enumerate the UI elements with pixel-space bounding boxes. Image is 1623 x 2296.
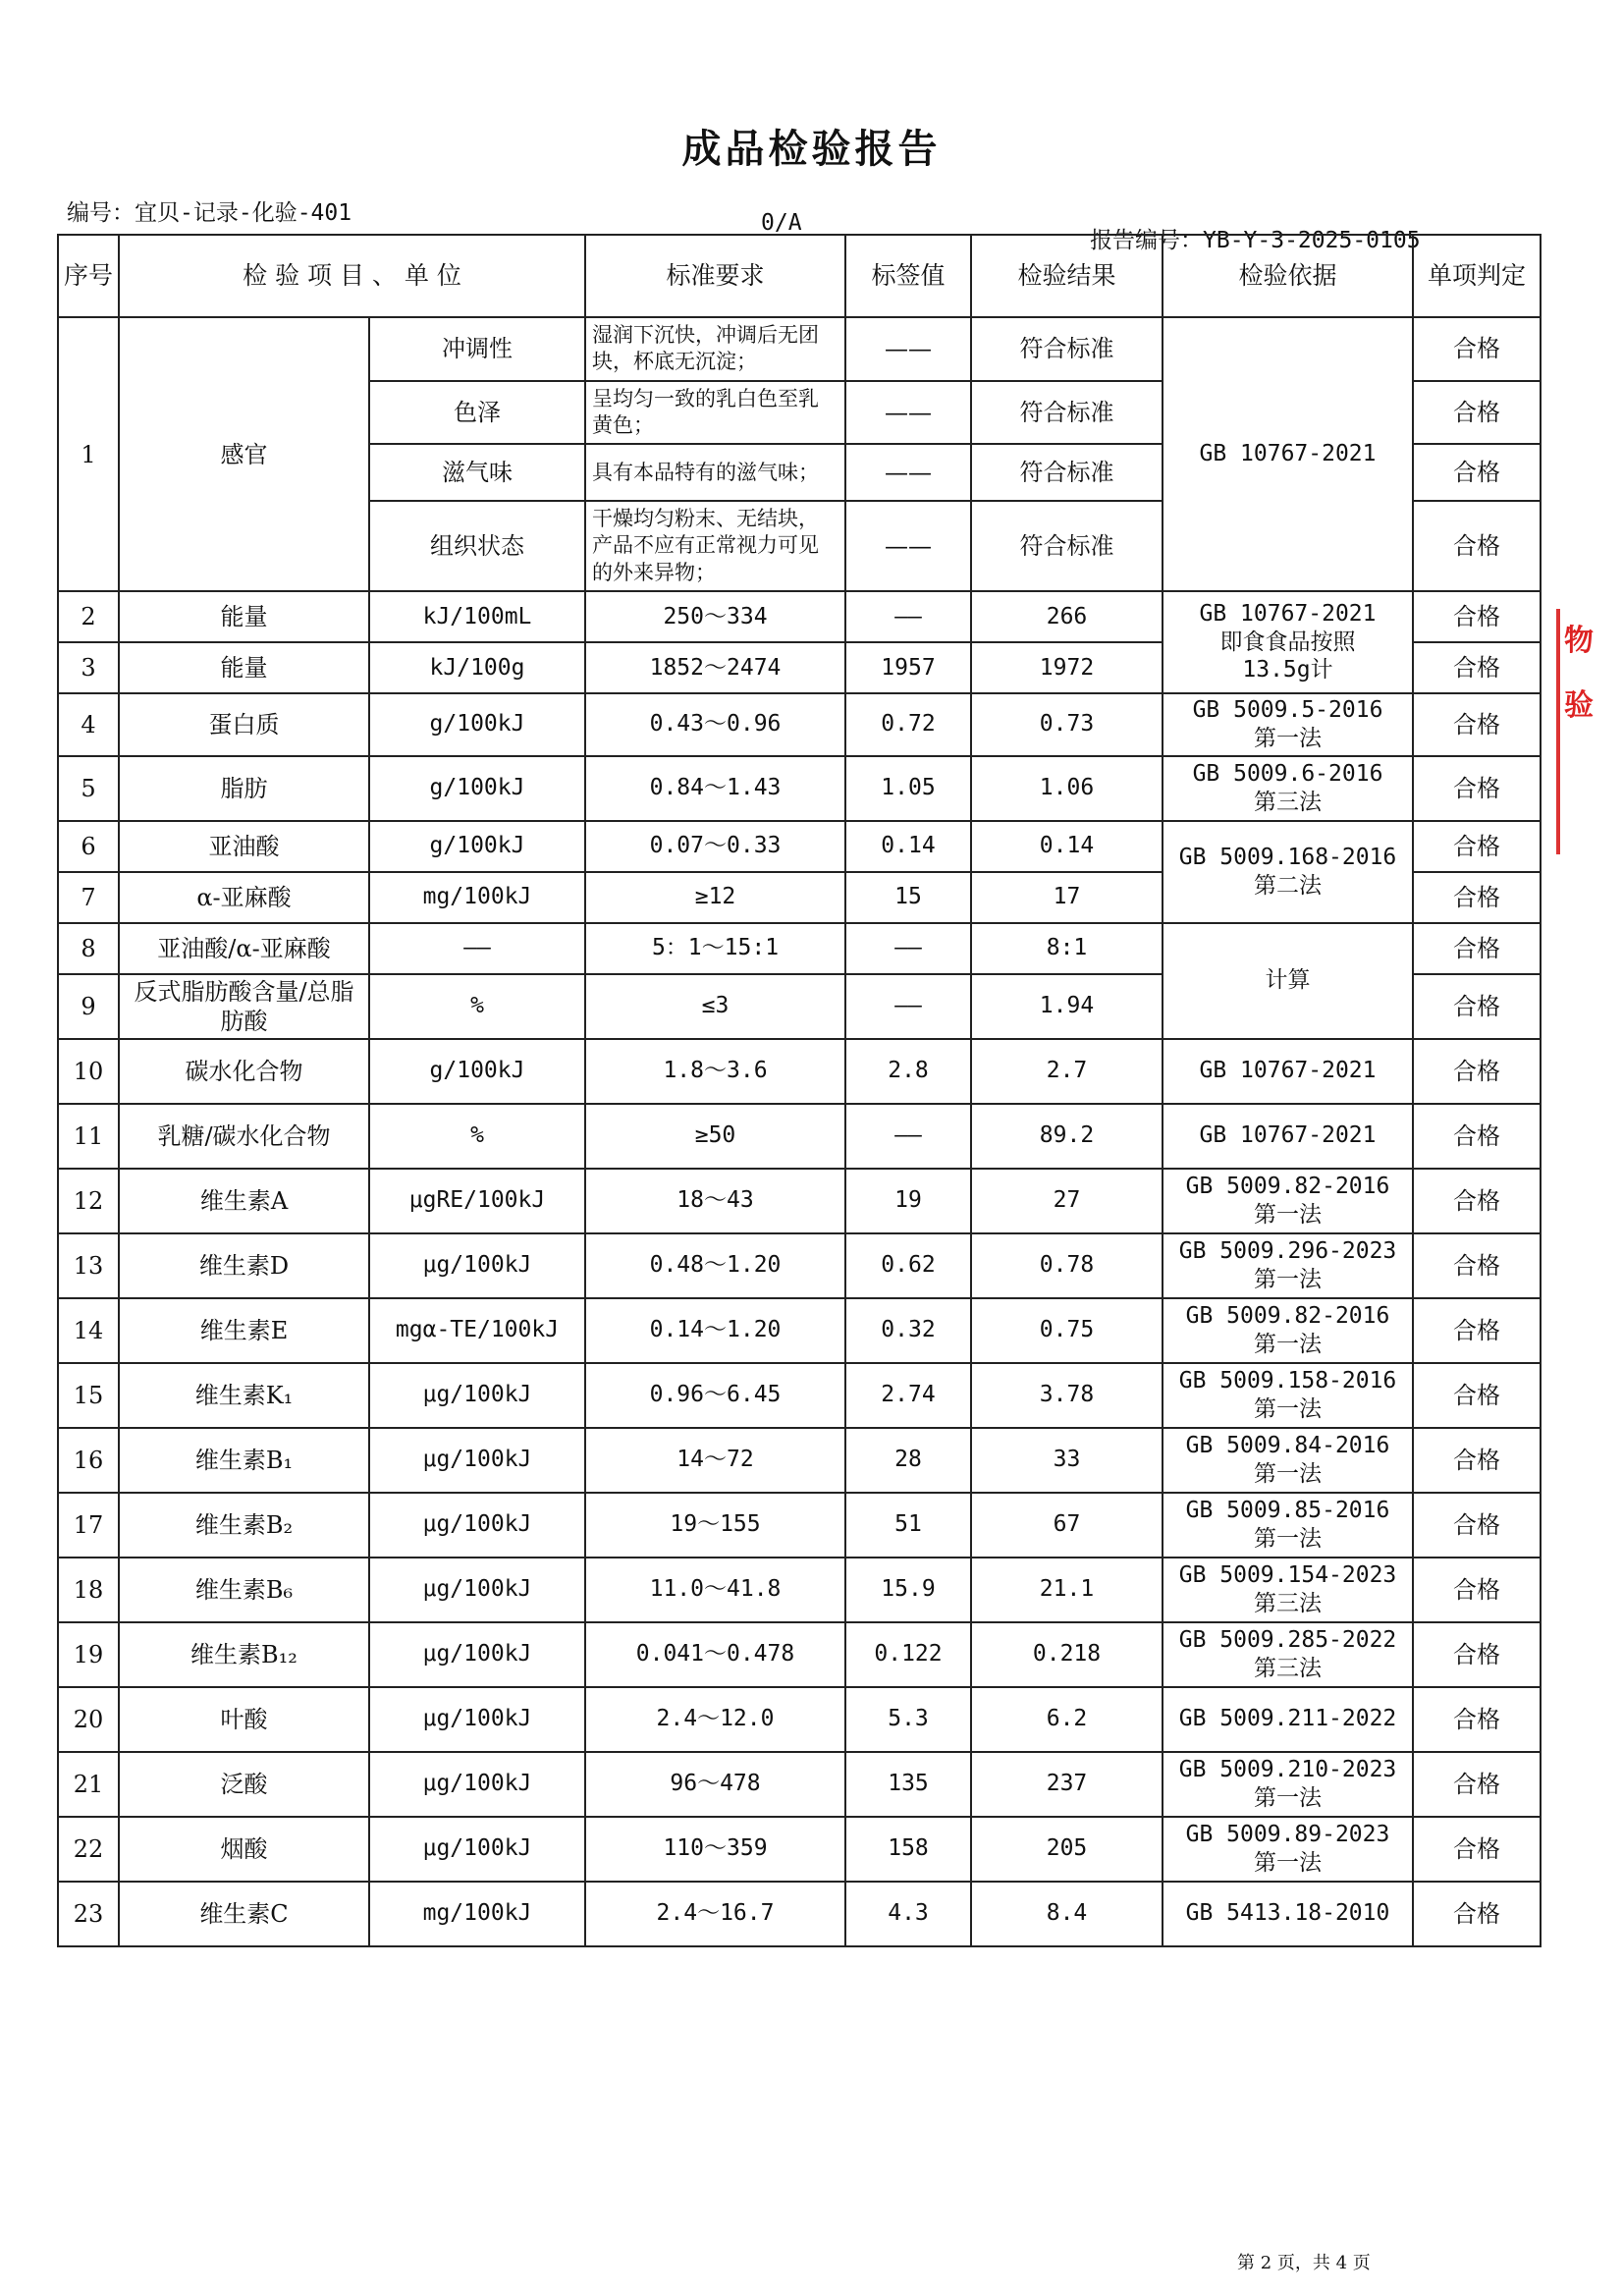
table-body: [58, 317, 1541, 1946]
basis-cell: GB 10767-2021: [1163, 1104, 1413, 1169]
unit-cell: g/100kJ: [369, 756, 585, 821]
label-value-cell: 0.32: [845, 1298, 971, 1363]
unit-cell: mg/100kJ: [369, 1882, 585, 1946]
result-cell: 237: [971, 1752, 1163, 1817]
requirement-cell: 2.4～16.7: [585, 1882, 845, 1946]
basis-cell: GB 5009.82-2016 第一法: [1163, 1169, 1413, 1233]
item-cell: 能量: [119, 591, 369, 642]
label-value-cell: 28: [845, 1428, 971, 1493]
table-row: [58, 1428, 1541, 1493]
header-basis: 检验依据: [1163, 235, 1413, 317]
label-value-cell: 2.8: [845, 1039, 971, 1104]
basis-cell: GB 5009.154-2023 第三法: [1163, 1558, 1413, 1622]
label-value-cell: 0.72: [845, 693, 971, 756]
judgement-cell: 合格: [1413, 756, 1541, 821]
item-cell: 反式脂肪酸含量/总脂肪酸: [119, 974, 369, 1039]
result-cell: 符合标准: [971, 381, 1163, 445]
unit-cell: μg/100kJ: [369, 1558, 585, 1622]
table-row: [58, 1687, 1541, 1752]
table-row: [58, 1039, 1541, 1104]
result-cell: 266: [971, 591, 1163, 642]
result-cell: 2.7: [971, 1039, 1163, 1104]
label-value-cell: 15.9: [845, 1558, 971, 1622]
requirement-cell: ≥50: [585, 1104, 845, 1169]
label-value-cell: 0.122: [845, 1622, 971, 1687]
result-cell: 8.4: [971, 1882, 1163, 1946]
revision: 0/A: [761, 210, 802, 236]
judgement-cell: 合格: [1413, 642, 1541, 693]
label-value-cell: 2.74: [845, 1363, 971, 1428]
judgement-cell: 合格: [1413, 1363, 1541, 1428]
seq-cell: 9: [58, 974, 119, 1039]
header-result: 检验结果: [971, 235, 1163, 317]
judgement-cell: 合格: [1413, 1233, 1541, 1298]
item-cell: 亚油酸/α-亚麻酸: [119, 923, 369, 974]
basis-cell: GB 5009.285-2022 第三法: [1163, 1622, 1413, 1687]
label-value-cell: 0.62: [845, 1233, 971, 1298]
judgement-cell: 合格: [1413, 1428, 1541, 1493]
label-value-cell: 158: [845, 1817, 971, 1882]
judgement-cell: 合格: [1413, 1104, 1541, 1169]
page-footer: 第 2 页，共 4 页: [1237, 2253, 1371, 2273]
requirement-cell: 14～72: [585, 1428, 845, 1493]
unit-cell: kJ/100mL: [369, 591, 585, 642]
label-value-cell: 135: [845, 1752, 971, 1817]
unit-cell: μg/100kJ: [369, 1233, 585, 1298]
result-cell: 3.78: [971, 1363, 1163, 1428]
result-cell: 0.14: [971, 821, 1163, 872]
unit-cell: μg/100kJ: [369, 1752, 585, 1817]
result-cell: 205: [971, 1817, 1163, 1882]
item-cell: 维生素A: [119, 1169, 369, 1233]
seq-cell: 14: [58, 1298, 119, 1363]
result-cell: 6.2: [971, 1687, 1163, 1752]
requirement-cell: 0.84～1.43: [585, 756, 845, 821]
result-cell: 8:1: [971, 923, 1163, 974]
report-number: 报告编号：YB-Y-3-2025-0105: [1090, 228, 1421, 253]
judgement-cell: 合格: [1413, 1687, 1541, 1752]
judgement-cell: 合格: [1413, 317, 1541, 381]
requirement-cell: ≥12: [585, 872, 845, 923]
basis-cell: GB 5009.296-2023 第一法: [1163, 1233, 1413, 1298]
requirement-cell: 1852～2474: [585, 642, 845, 693]
judgement-cell: 合格: [1413, 381, 1541, 445]
label-value-cell: 5.3: [845, 1687, 971, 1752]
seq-cell: 7: [58, 872, 119, 923]
seq-cell: 1: [58, 317, 119, 591]
item-cell: 脂肪: [119, 756, 369, 821]
result-cell: 1.94: [971, 974, 1163, 1039]
seq-cell: 4: [58, 693, 119, 756]
label-value-cell: ——: [845, 591, 971, 642]
basis-cell: GB 10767-2021: [1163, 1039, 1413, 1104]
item-cell: 感官: [119, 317, 369, 591]
label-value-cell: 1.05: [845, 756, 971, 821]
requirement-cell: 5：1～15:1: [585, 923, 845, 974]
requirement-cell: 110～359: [585, 1817, 845, 1882]
table-row: [58, 821, 1541, 872]
table-row: [58, 756, 1541, 821]
judgement-cell: 合格: [1413, 1558, 1541, 1622]
judgement-cell: 合格: [1413, 1882, 1541, 1946]
seq-cell: 2: [58, 591, 119, 642]
requirement-cell: 干燥均匀粉末、无结块，产品不应有正常视力可见的外来异物；: [585, 501, 845, 591]
table-row: [58, 693, 1541, 756]
seq-cell: 15: [58, 1363, 119, 1428]
seq-cell: 8: [58, 923, 119, 974]
unit-cell: μg/100kJ: [369, 1363, 585, 1428]
result-cell: 17: [971, 872, 1163, 923]
result-cell: 67: [971, 1493, 1163, 1558]
label-value-cell: 1957: [845, 642, 971, 693]
result-cell: 0.73: [971, 693, 1163, 756]
requirement-cell: 19～155: [585, 1493, 845, 1558]
judgement-cell: 合格: [1413, 693, 1541, 756]
sub-item-cell: 组织状态: [369, 501, 585, 591]
result-cell: 89.2: [971, 1104, 1163, 1169]
table-row: [58, 1169, 1541, 1233]
inspection-table: [57, 234, 1542, 1947]
unit-cell: %: [369, 1104, 585, 1169]
basis-cell: GB 5009.85-2016 第一法: [1163, 1493, 1413, 1558]
item-cell: 烟酸: [119, 1817, 369, 1882]
unit-cell: g/100kJ: [369, 1039, 585, 1104]
basis-cell: GB 5009.6-2016 第三法: [1163, 756, 1413, 821]
requirement-cell: 250～334: [585, 591, 845, 642]
seq-cell: 22: [58, 1817, 119, 1882]
requirement-cell: 0.14～1.20: [585, 1298, 845, 1363]
table-row: [58, 1558, 1541, 1622]
sub-item-cell: 滋气味: [369, 444, 585, 501]
result-cell: 21.1: [971, 1558, 1163, 1622]
requirement-cell: 0.43～0.96: [585, 693, 845, 756]
judgement-cell: 合格: [1413, 591, 1541, 642]
basis-cell: GB 5009.84-2016 第一法: [1163, 1428, 1413, 1493]
label-value-cell: ——: [845, 501, 971, 591]
item-cell: 能量: [119, 642, 369, 693]
seq-cell: 20: [58, 1687, 119, 1752]
unit-cell: g/100kJ: [369, 693, 585, 756]
table-row: [58, 923, 1541, 974]
basis-cell: GB 10767-2021 即食食品按照 13.5g计: [1163, 591, 1413, 693]
basis-cell: GB 5009.82-2016 第一法: [1163, 1298, 1413, 1363]
item-cell: 维生素B₁₂: [119, 1622, 369, 1687]
requirement-cell: 11.0～41.8: [585, 1558, 845, 1622]
result-cell: 27: [971, 1169, 1163, 1233]
item-cell: 亚油酸: [119, 821, 369, 872]
table-row: [58, 1298, 1541, 1363]
table-row: [58, 591, 1541, 642]
label-value-cell: 51: [845, 1493, 971, 1558]
header-label-value: 标签值: [845, 235, 971, 317]
label-value-cell: ——: [845, 444, 971, 501]
seq-cell: 3: [58, 642, 119, 693]
header-item-unit: 检 验 项 目 、 单 位: [119, 235, 585, 317]
unit-cell: μg/100kJ: [369, 1817, 585, 1882]
seq-cell: 21: [58, 1752, 119, 1817]
label-value-cell: ——: [845, 974, 971, 1039]
label-value-cell: 0.14: [845, 821, 971, 872]
requirement-cell: 呈均匀一致的乳白色至乳黄色；: [585, 381, 845, 445]
table-row: [58, 1493, 1541, 1558]
requirement-cell: 湿润下沉快，冲调后无团块，杯底无沉淀；: [585, 317, 845, 381]
judgement-cell: 合格: [1413, 501, 1541, 591]
requirement-cell: 0.96～6.45: [585, 1363, 845, 1428]
seq-cell: 13: [58, 1233, 119, 1298]
table-row: [58, 1817, 1541, 1882]
basis-cell: GB 5009.211-2022: [1163, 1687, 1413, 1752]
seq-cell: 16: [58, 1428, 119, 1493]
judgement-cell: 合格: [1413, 444, 1541, 501]
table-row: [58, 1233, 1541, 1298]
judgement-cell: 合格: [1413, 1493, 1541, 1558]
item-cell: 维生素C: [119, 1882, 369, 1946]
item-cell: 维生素B₆: [119, 1558, 369, 1622]
table-row: [58, 1882, 1541, 1946]
seq-cell: 18: [58, 1558, 119, 1622]
judgement-cell: 合格: [1413, 1298, 1541, 1363]
basis-cell: GB 5009.168-2016 第二法: [1163, 821, 1413, 923]
seq-cell: 11: [58, 1104, 119, 1169]
judgement-cell: 合格: [1413, 1817, 1541, 1882]
label-value-cell: ——: [845, 381, 971, 445]
unit-cell: μgRE/100kJ: [369, 1169, 585, 1233]
basis-cell: GB 5009.5-2016 第一法: [1163, 693, 1413, 756]
stamp-text: 物 验: [1564, 624, 1594, 723]
seq-cell: 12: [58, 1169, 119, 1233]
judgement-cell: 合格: [1413, 1622, 1541, 1687]
result-cell: 符合标准: [971, 317, 1163, 381]
unit-cell: μg/100kJ: [369, 1493, 585, 1558]
label-value-cell: ——: [845, 923, 971, 974]
result-cell: 0.218: [971, 1622, 1163, 1687]
judgement-cell: 合格: [1413, 1039, 1541, 1104]
basis-cell: GB 5413.18-2010: [1163, 1882, 1413, 1946]
judgement-cell: 合格: [1413, 1169, 1541, 1233]
result-cell: 符合标准: [971, 501, 1163, 591]
result-cell: 符合标准: [971, 444, 1163, 501]
unit-cell: g/100kJ: [369, 821, 585, 872]
seq-cell: 19: [58, 1622, 119, 1687]
result-cell: 1972: [971, 642, 1163, 693]
seq-cell: 17: [58, 1493, 119, 1558]
table-row: [58, 1104, 1541, 1169]
table-header-row: [58, 235, 1541, 317]
label-value-cell: 15: [845, 872, 971, 923]
judgement-cell: 合格: [1413, 821, 1541, 872]
item-cell: 维生素B₂: [119, 1493, 369, 1558]
requirement-cell: 1.8～3.6: [585, 1039, 845, 1104]
label-value-cell: ——: [845, 317, 971, 381]
item-cell: 碳水化合物: [119, 1039, 369, 1104]
seq-cell: 10: [58, 1039, 119, 1104]
unit-cell: μg/100kJ: [369, 1622, 585, 1687]
requirement-cell: 0.48～1.20: [585, 1233, 845, 1298]
item-cell: 泛酸: [119, 1752, 369, 1817]
result-cell: 0.78: [971, 1233, 1163, 1298]
unit-cell: ——: [369, 923, 585, 974]
item-cell: 叶酸: [119, 1687, 369, 1752]
judgement-cell: 合格: [1413, 923, 1541, 974]
label-value-cell: 19: [845, 1169, 971, 1233]
sub-item-cell: 色泽: [369, 381, 585, 445]
table-row: [58, 1752, 1541, 1817]
result-cell: 0.75: [971, 1298, 1163, 1363]
red-seal-stamp: [1556, 609, 1618, 854]
basis-cell: GB 5009.210-2023 第一法: [1163, 1752, 1413, 1817]
report-title: 成品检验报告: [681, 127, 942, 172]
basis-cell: 计算: [1163, 923, 1413, 1039]
item-cell: 维生素E: [119, 1298, 369, 1363]
result-cell: 33: [971, 1428, 1163, 1493]
item-cell: 蛋白质: [119, 693, 369, 756]
unit-cell: μg/100kJ: [369, 1428, 585, 1493]
table-row: [58, 1622, 1541, 1687]
basis-cell: GB 5009.89-2023 第一法: [1163, 1817, 1413, 1882]
seq-cell: 23: [58, 1882, 119, 1946]
basis-cell: GB 10767-2021: [1163, 317, 1413, 591]
seq-cell: 5: [58, 756, 119, 821]
requirement-cell: 18～43: [585, 1169, 845, 1233]
header-judgement: 单项判定: [1413, 235, 1541, 317]
header-requirement: 标准要求: [585, 235, 845, 317]
requirement-cell: 具有本品特有的滋气味；: [585, 444, 845, 501]
requirement-cell: 96～478: [585, 1752, 845, 1817]
requirement-cell: 0.07～0.33: [585, 821, 845, 872]
item-cell: 维生素B₁: [119, 1428, 369, 1493]
label-value-cell: ——: [845, 1104, 971, 1169]
requirement-cell: 0.041～0.478: [585, 1622, 845, 1687]
header-seq: 序号: [58, 235, 119, 317]
seq-cell: 6: [58, 821, 119, 872]
item-cell: 维生素K₁: [119, 1363, 369, 1428]
judgement-cell: 合格: [1413, 872, 1541, 923]
table-row: [58, 1363, 1541, 1428]
unit-cell: mg/100kJ: [369, 872, 585, 923]
unit-cell: %: [369, 974, 585, 1039]
table-row: [58, 317, 1541, 381]
basis-cell: GB 5009.158-2016 第一法: [1163, 1363, 1413, 1428]
sub-item-cell: 冲调性: [369, 317, 585, 381]
item-cell: 维生素D: [119, 1233, 369, 1298]
document-code: 编号：宜贝-记录-化验-401: [67, 200, 352, 226]
result-cell: 1.06: [971, 756, 1163, 821]
unit-cell: kJ/100g: [369, 642, 585, 693]
judgement-cell: 合格: [1413, 1752, 1541, 1817]
requirement-cell: 2.4～12.0: [585, 1687, 845, 1752]
unit-cell: μg/100kJ: [369, 1687, 585, 1752]
label-value-cell: 4.3: [845, 1882, 971, 1946]
unit-cell: mgα-TE/100kJ: [369, 1298, 585, 1363]
judgement-cell: 合格: [1413, 974, 1541, 1039]
requirement-cell: ≤3: [585, 974, 845, 1039]
item-cell: α-亚麻酸: [119, 872, 369, 923]
item-cell: 乳糖/碳水化合物: [119, 1104, 369, 1169]
